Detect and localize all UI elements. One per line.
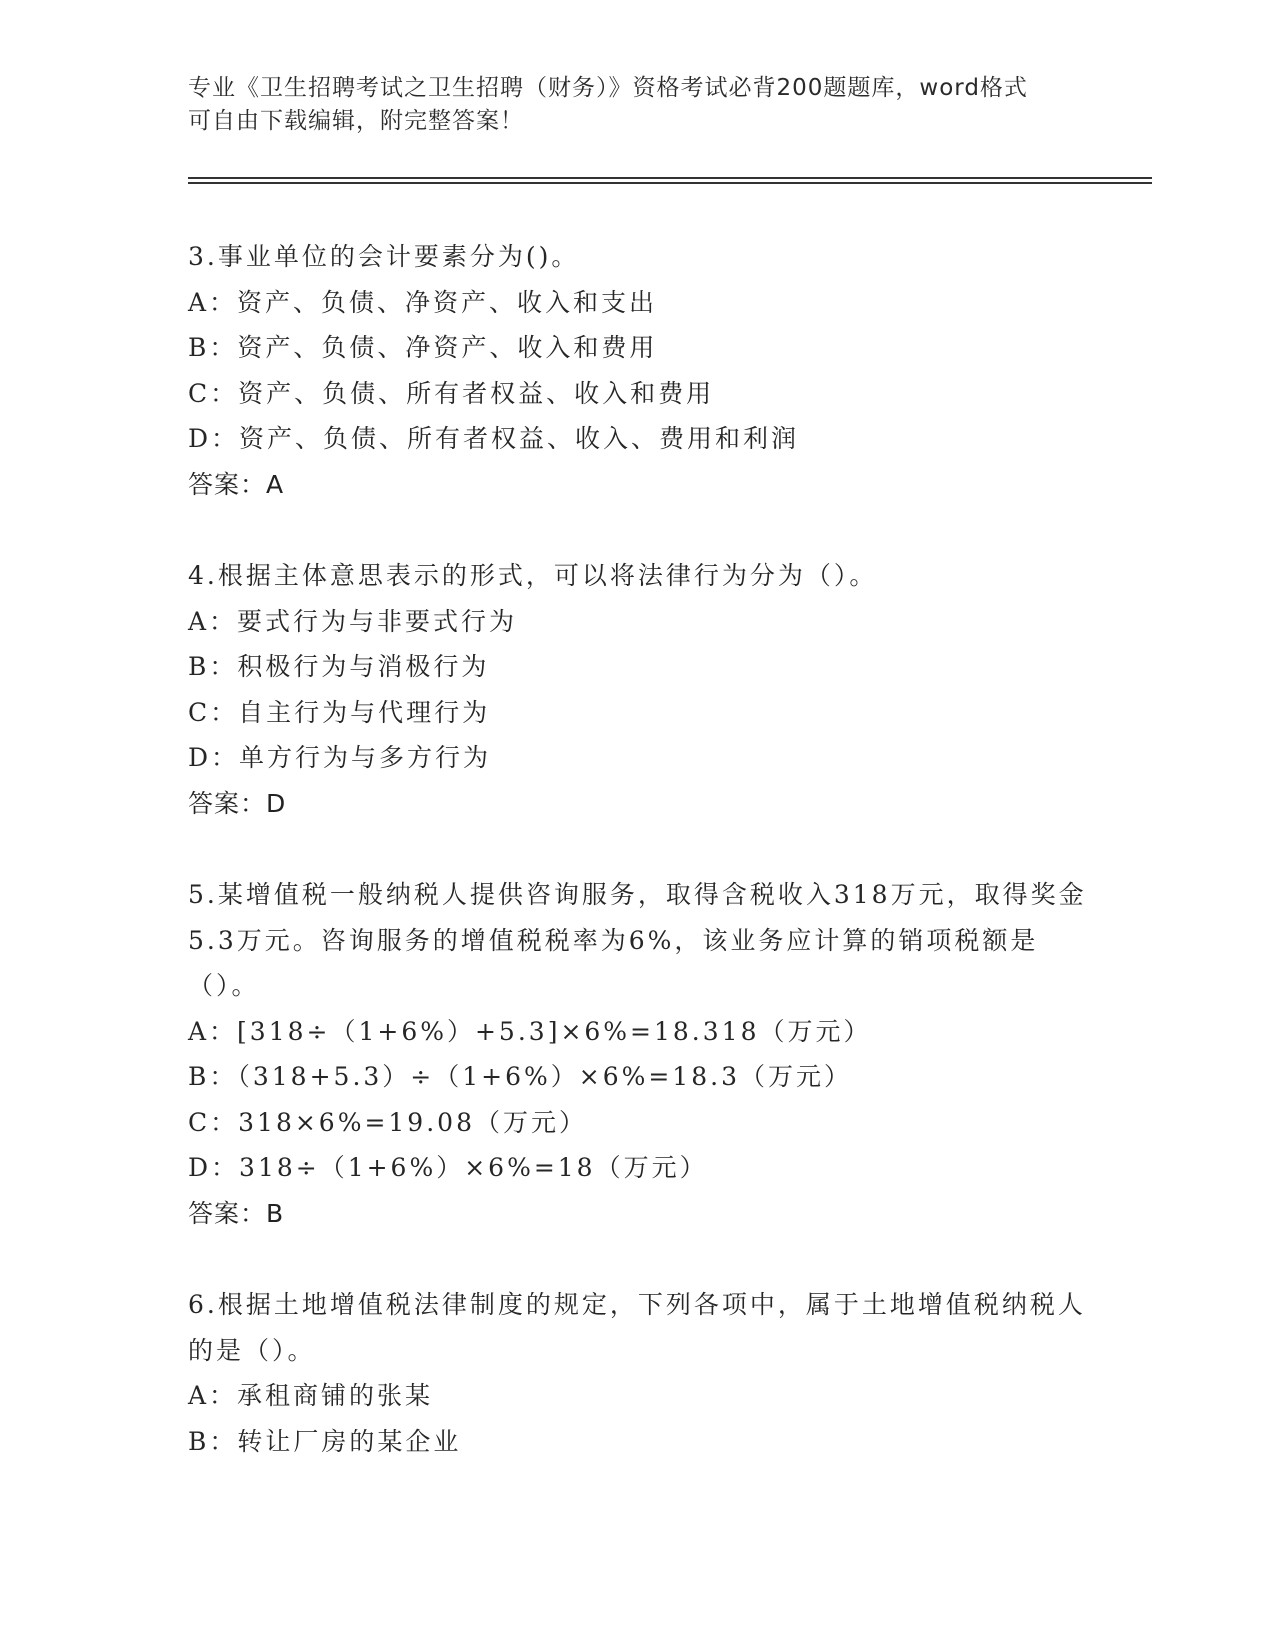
answer-text: 答案：A: [188, 469, 285, 499]
question-4: [188, 553, 1088, 826]
option-b: B：转让厂房的某企业: [188, 1426, 462, 1456]
option-d: D：单方行为与多方行为: [188, 743, 492, 772]
header-divider-top: [188, 177, 1152, 179]
option-c: C：资产、负债、所有者权益、收入和费用: [188, 378, 715, 408]
question-stem: 4.根据主体意思表示的形式，可以将法律行为分为（）。: [188, 561, 878, 590]
question-3: [188, 234, 1088, 507]
option-c: C：318×6%=19.08（万元）: [188, 1107, 587, 1137]
option-a: A：要式行为与非要式行为: [188, 606, 518, 636]
option-b: B：资产、负债、净资产、收入和费用: [188, 333, 658, 362]
question-list: [188, 234, 1088, 1510]
header-line-1: 专业《卫生招聘考试之卫生招聘（财务）》资格考试必背200题题库，word格式: [188, 75, 1028, 101]
question-stem: 5.某增值税一般纳税人提供咨询服务，取得含税收入318万元，取得奖金5.3万元。咨询服务的增值税税率为6%，该业务应计算的销项税额是（）。: [188, 880, 1087, 1000]
option-d: D：318÷（1+6%）×6%=18（万元）: [188, 1153, 708, 1182]
option-a: A：承租商铺的张某: [188, 1381, 434, 1410]
header-divider-bottom: [188, 182, 1152, 184]
answer-text: 答案：B: [188, 1198, 285, 1228]
answer-text: 答案：D: [188, 788, 287, 818]
question-stem: 6.根据土地增值税法律制度的规定，下列各项中，属于土地增值税纳税人的是（）。: [188, 1290, 1086, 1365]
question-5: [188, 872, 1088, 1236]
header-line-2: 可自由下载编辑，附完整答案！: [188, 108, 524, 134]
option-b: B：积极行为与消极行为: [188, 652, 490, 681]
option-a: A：资产、负债、净资产、收入和支出: [188, 287, 658, 317]
option-b: B：（318+5.3）÷（1+6%）×6%=18.3（万元）: [188, 1062, 852, 1091]
option-c: C：自主行为与代理行为: [188, 697, 491, 727]
question-stem: 3.事业单位的会计要素分为()。: [188, 242, 580, 271]
question-6: [188, 1282, 1088, 1464]
option-d: D：资产、负债、所有者权益、收入、费用和利润: [188, 424, 800, 453]
document-header: [188, 72, 1068, 138]
option-a: A：[318÷（1+6%）+5.3]×6%=18.318（万元）: [188, 1016, 872, 1046]
